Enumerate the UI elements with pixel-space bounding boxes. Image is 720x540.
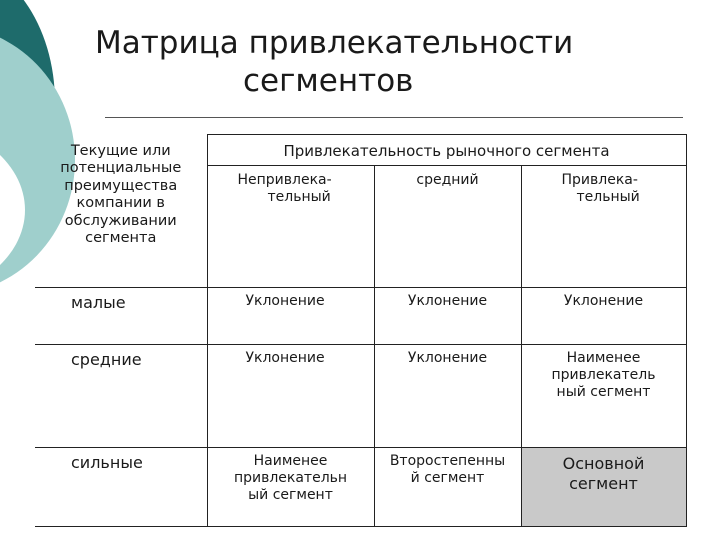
- corner-line: компании в: [76, 195, 165, 211]
- row-label-medium: средние: [35, 344, 207, 447]
- corner-line: потенциальные: [60, 160, 182, 176]
- column-header-medium: [374, 166, 521, 287]
- cell-line: ый сегмент: [248, 486, 333, 503]
- cell-line: Уклонение: [563, 292, 644, 309]
- cell-line: Уклонение: [245, 292, 325, 309]
- corner-line: преимущества: [64, 177, 178, 194]
- column-header-line: Привлека-: [561, 172, 638, 189]
- attractiveness-matrix: [35, 134, 687, 527]
- title-line-1: Матрица привлекательности: [95, 25, 574, 61]
- column-header-line: тельный: [267, 189, 331, 206]
- matrix-cell: [207, 447, 374, 526]
- matrix-cell: [521, 287, 686, 344]
- cell-line: ный сегмент: [556, 383, 651, 400]
- corner-line: Текущие или: [70, 142, 171, 159]
- cell-line: Уклонение: [407, 292, 488, 309]
- matrix-cell: [374, 344, 521, 447]
- slide-title: [95, 24, 615, 100]
- column-header-line: средний: [416, 172, 479, 189]
- matrix-cell: [374, 447, 521, 526]
- cell-line: привлекатель: [551, 366, 656, 383]
- cell-line: Уклонение: [407, 349, 488, 366]
- cell-line: привлекательн: [233, 469, 348, 486]
- cell-line: Наименее: [566, 349, 641, 366]
- matrix-cell: [207, 287, 374, 344]
- matrix-cell-core-segment: [521, 447, 686, 526]
- corner-line: сегмента: [85, 230, 157, 246]
- matrix-cell: [521, 344, 686, 447]
- column-header-line: Непривлека-: [237, 172, 332, 189]
- cell-line: й сегмент: [410, 469, 485, 486]
- cell-line: Основной: [562, 453, 645, 473]
- cell-line: Наименее: [253, 452, 328, 469]
- matrix-cell: [207, 344, 374, 447]
- market-attractiveness-header: Привлекательность рыночного сегмента: [207, 135, 686, 166]
- column-header-unattractive: [207, 166, 374, 287]
- corner-line: обслуживании: [64, 212, 177, 229]
- cell-line: Второстепенны: [389, 452, 506, 469]
- row-label-small: малые: [35, 287, 207, 344]
- corner-header: [35, 135, 207, 288]
- row-label-strong: сильные: [35, 447, 207, 526]
- title-line-2: сегментов: [243, 63, 414, 99]
- title-divider: [105, 117, 683, 118]
- column-header-attractive: [521, 166, 686, 287]
- cell-line: Уклонение: [245, 349, 325, 366]
- column-header-line: тельный: [576, 189, 640, 206]
- matrix-cell: [374, 287, 521, 344]
- cell-line: сегмент: [569, 473, 638, 493]
